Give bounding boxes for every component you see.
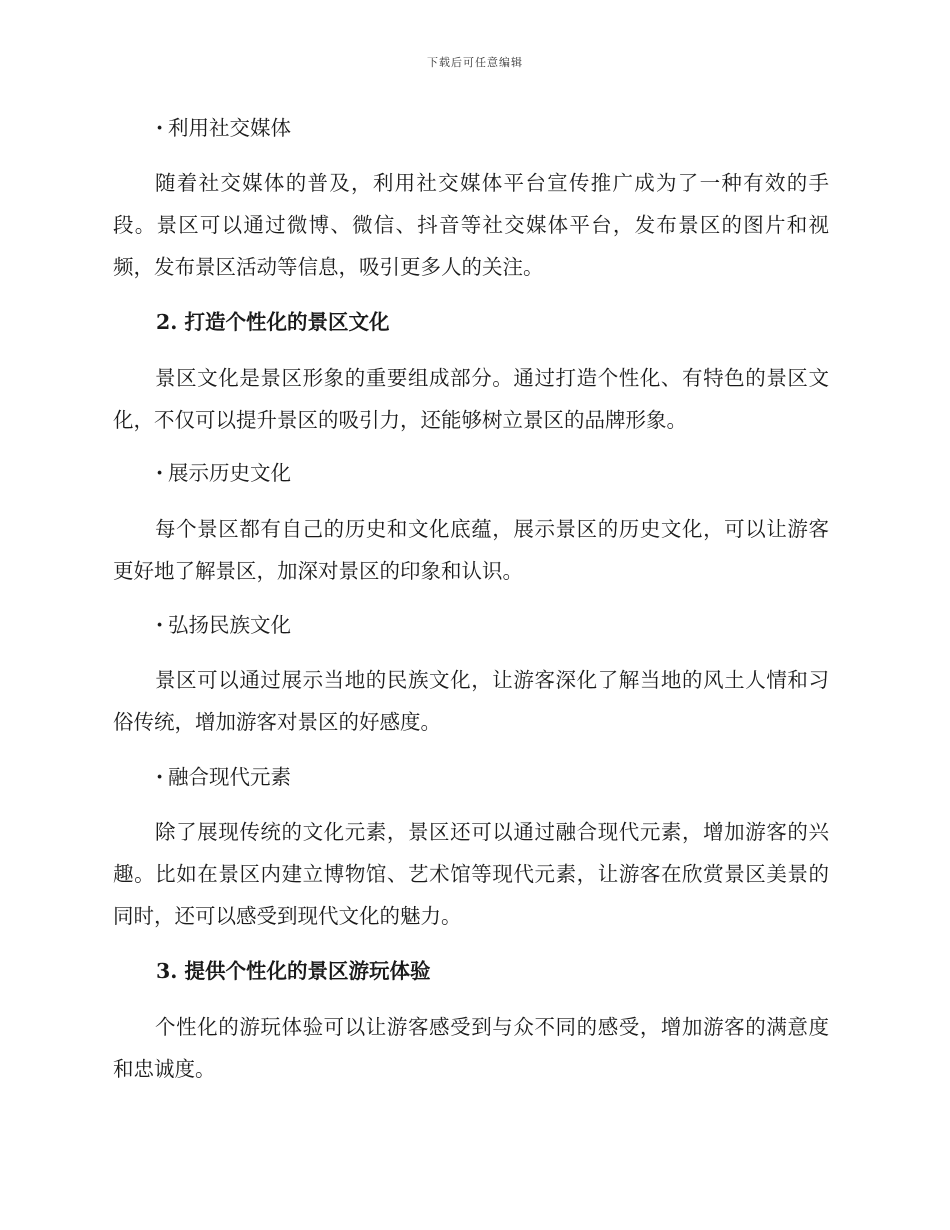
paragraph-culture-intro: 景区文化是景区形象的重要组成部分。通过打造个性化、有特色的景区文化，不仅可以提升景区的吸引力，还能够树立景区的品牌形象。	[113, 366, 829, 432]
bullet-social-media	[156, 114, 816, 142]
bullet-text: 展示历史文化	[168, 461, 291, 485]
bullet-dot: ·	[156, 613, 164, 637]
paragraph-modern-elements: 除了展现传统的文化元素，景区还可以通过融合现代元素，增加游客的兴趣。比如在景区内建立博物馆、艺术馆等现代元素，让游客在欣赏景区美景的同时，还可以感受到现代文化的魅力。	[113, 820, 829, 928]
paragraph-ethnic-culture: 景区可以通过展示当地的民族文化，让游客深化了解当地的风土人情和习俗传统，增加游客对景区的好感度。	[113, 668, 829, 734]
paragraph-social-media: 随着社交媒体的普及，利用社交媒体平台宣传推广成为了一种有效的手段。景区可以通过微博、微信、抖音等社交媒体平台，发布景区的图片和视频，发布景区活动等信息，吸引更多人的关注。	[113, 171, 829, 279]
bullet-text: 利用社交媒体	[168, 116, 291, 140]
bullet-dot: ·	[156, 116, 164, 140]
bullet-dot: ·	[156, 765, 164, 789]
bullet-history-culture	[156, 459, 816, 487]
paragraph-experience: 个性化的游玩体验可以让游客感受到与众不同的感受，增加游客的满意度和忠诚度。	[113, 1015, 829, 1081]
bullet-modern-elements	[156, 763, 816, 791]
bullet-dot: ·	[156, 461, 164, 485]
page-header: 下载后可任意编辑	[427, 56, 523, 69]
bullet-ethnic-culture	[156, 611, 816, 639]
bullet-text: 弘扬民族文化	[168, 613, 291, 637]
heading-section-3: 3. 提供个性化的景区游玩体验	[156, 959, 431, 983]
heading-section-2: 2. 打造个性化的景区文化	[156, 310, 390, 334]
bullet-text: 融合现代元素	[168, 765, 291, 789]
paragraph-history-culture: 每个景区都有自己的历史和文化底蕴，展示景区的历史文化，可以让游客更好地了解景区，加深对景区的印象和认识。	[113, 517, 829, 583]
